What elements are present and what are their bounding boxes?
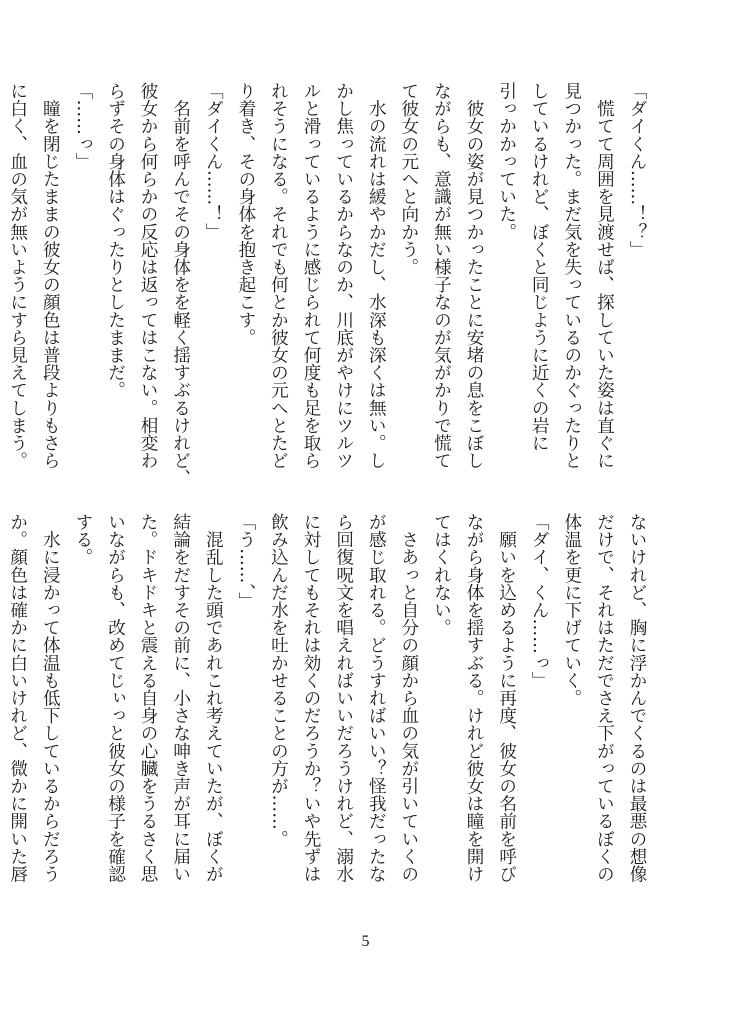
text-line: らずその身体はぐったりとしたままだ。 <box>105 82 126 399</box>
text-line: 願いを込めるように再度、彼女の名前を呼び <box>496 513 517 883</box>
text-line: り着き、その身体を抱き起こす。 <box>235 82 256 346</box>
text-line: 飲み込んだ水を吐かせることの方が……。 <box>268 513 289 848</box>
text-line: てはくれない。 <box>431 513 452 637</box>
page-number: 5 <box>361 933 370 950</box>
text-column-top <box>7 82 653 487</box>
text-line: 引っかかっていた。 <box>496 82 517 241</box>
text-line: だけで、それはただでさえ下がっているぼくの <box>594 513 615 883</box>
text-line: 「ダイくん……！？」 <box>627 82 647 258</box>
text-line: 名前を呼んでその身体をを軽く揺すぶるけれど、 <box>170 82 191 487</box>
text-line: ら回復呪文を唱えればいいだろうけれど、溺水 <box>333 513 354 883</box>
text-line: ルと滑っているように感じられて何度も足を取ら <box>301 82 322 470</box>
text-line: ながら身体を揺すぶる。けれど彼女は瞳を開け <box>464 513 485 883</box>
text-line: 慌てて周囲を見渡せば、探していた姿は直ぐに <box>594 82 615 470</box>
text-line: 水の流れは緩やかだし、水深も深くは無い。し <box>366 82 387 470</box>
text-line: 結論をだすその前に、小さな呻き声が耳に届い <box>170 513 191 883</box>
text-line: 水に浸かって体温も低下しているからだろう <box>40 513 61 883</box>
text-line: さあっと自分の顔から血の気が引いていくの <box>398 513 419 883</box>
text-line: 彼女から何らかの反応は返ってはこない。相変わ <box>138 82 159 470</box>
text-line: れそうになる。それでも何とか彼女の元へとたど <box>268 82 289 470</box>
text-line: ないけれど、胸に浮かんでくるのは最悪の想像 <box>627 513 647 883</box>
text-line <box>0 82 1 467</box>
text-line: が感じ取れる。どうすればいい？怪我だったな <box>366 513 387 883</box>
text-line: しているけれど、ぼくと同じように近くの岩に <box>529 82 550 452</box>
text-line: 「う……、」 <box>235 513 256 610</box>
text-column-bottom <box>7 513 653 898</box>
text-line: か。顔色は確かに白いけれど、微かに開いた唇 <box>7 513 28 883</box>
text-line: 瞳を閉じたままの彼女の顔色は普段よりもさら <box>40 82 61 470</box>
text-line: に対してもそれは効くのだろうか？いや先ずは <box>301 513 322 883</box>
text-line <box>0 513 1 898</box>
text-line: 「……っ」 <box>72 82 93 170</box>
text-line: 彼女の姿が見つかったことに安堵の息をこぼし <box>464 82 485 470</box>
text-line: た。ドキドキと震える自身の心臓をうるさく思 <box>138 513 159 883</box>
text-line: 「ダイ、くん……っ」 <box>529 513 550 689</box>
text-line: に白く、血の気が無いようにすら見えてしまう。 <box>7 82 28 470</box>
text-line: 混乱した頭であれこれ考えていたが、ぼくが <box>203 513 224 883</box>
text-line: する。 <box>72 513 93 566</box>
text-line: 体温を更に下げていく。 <box>561 513 582 707</box>
text-line: かし焦っているからなのか、川底がやけにツルツ <box>333 82 354 470</box>
text-line: 見つかった。まだ気を失っているのかぐったりと <box>561 82 582 470</box>
text-line: ながらも、意識が無い様子なのが気がかりで慌て <box>431 82 452 470</box>
text-line: て彼女の元へと向かう。 <box>398 82 419 276</box>
text-line: いながらも、改めてじぃっと彼女の様子を確認 <box>105 513 126 883</box>
text-line: 「ダイくん……！」 <box>203 82 224 241</box>
